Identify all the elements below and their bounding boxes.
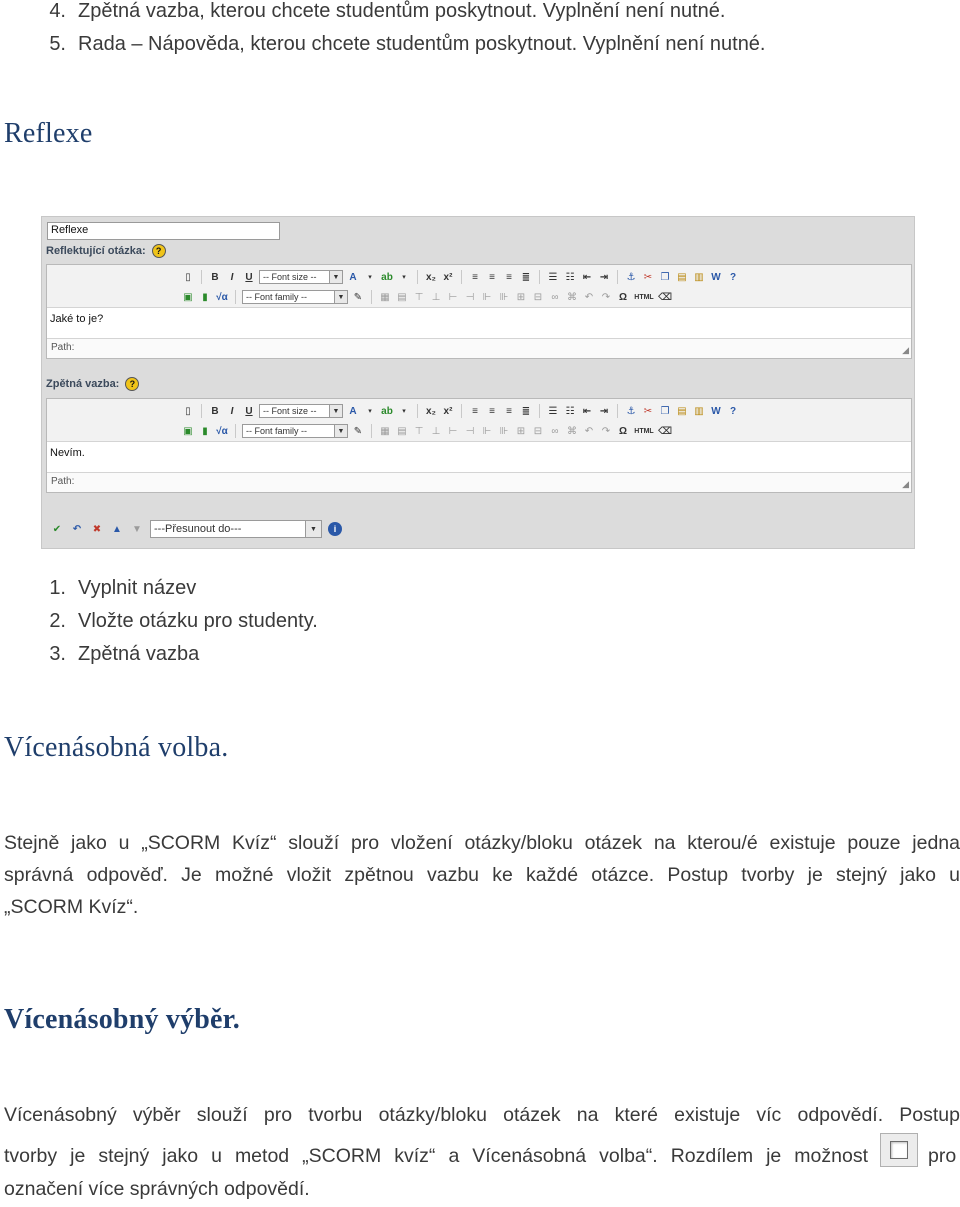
font-family-label: -- Font family --: [246, 292, 308, 302]
align-right-icon[interactable]: ≡: [506, 271, 512, 283]
list-item: [30, 577, 196, 600]
list-item: [30, 610, 318, 633]
font-family-select[interactable]: [242, 290, 348, 304]
toolbar-row-1: [181, 268, 740, 286]
edit-icon[interactable]: ✎: [353, 425, 363, 437]
toolbar-separator: [461, 270, 462, 284]
check-icon[interactable]: ✔: [52, 523, 62, 535]
action-row: [50, 520, 342, 538]
align-center-icon[interactable]: ≡: [489, 271, 495, 283]
numbered-list-icon[interactable]: ☷: [565, 405, 575, 417]
paste-word-icon[interactable]: W: [711, 271, 721, 283]
list-text: Vložte otázku pro studenty.: [78, 610, 318, 632]
anchor-icon[interactable]: ⚓: [626, 405, 636, 417]
list-number: 1.: [49, 577, 66, 599]
editor-toolbar: [47, 399, 911, 442]
paragraph-line: pro: [928, 1145, 957, 1167]
col-before-icon[interactable]: ⊣: [465, 291, 475, 303]
cut-icon[interactable]: ✂: [643, 271, 653, 283]
underline-icon[interactable]: U: [245, 405, 253, 417]
font-size-label: -- Font size --: [263, 406, 317, 416]
paragraph-line: označení více správných odpovědí.: [4, 1178, 310, 1200]
chevron-down-icon[interactable]: ▾: [402, 408, 406, 415]
edit-icon[interactable]: ✎: [353, 291, 363, 303]
anchor-icon[interactable]: ⚓: [626, 271, 636, 283]
special-char-icon[interactable]: Ω: [618, 291, 628, 303]
checkbox-square: [890, 1141, 908, 1159]
editor-path: [47, 472, 911, 492]
align-right-icon[interactable]: ≡: [506, 405, 512, 417]
html-icon[interactable]: HTML: [634, 293, 654, 301]
eraser-icon[interactable]: ⌫: [657, 291, 673, 303]
table-icon[interactable]: ▦: [380, 291, 390, 303]
row-before-icon[interactable]: ⊤: [414, 425, 424, 437]
paste-word-icon[interactable]: W: [711, 405, 721, 417]
media-icon[interactable]: ▮: [202, 291, 208, 303]
col-before-icon[interactable]: ⊣: [465, 425, 475, 437]
justify-icon[interactable]: ≣: [521, 405, 531, 417]
move-down-icon[interactable]: ▼: [132, 523, 142, 535]
field-label-text: Zpětná vazba:: [46, 377, 120, 390]
help-icon[interactable]: ?: [125, 377, 139, 391]
info-icon[interactable]: i: [328, 522, 342, 536]
merge-cells-icon[interactable]: ⊟: [533, 291, 543, 303]
delete-row-icon[interactable]: ⊢: [448, 425, 458, 437]
bullet-list-icon[interactable]: ☰: [548, 405, 558, 417]
list-item: [30, 33, 766, 56]
paragraph-line: „SCORM Kvíz“.: [4, 896, 139, 918]
help-icon[interactable]: ?: [729, 405, 737, 417]
chevron-down-icon: ▼: [334, 291, 347, 303]
delete-col-icon[interactable]: ⊪: [499, 425, 509, 437]
editor-path: [47, 338, 911, 358]
section-heading-reflexe: Reflexe: [4, 118, 93, 149]
title-input[interactable]: Reflexe: [47, 222, 280, 240]
help-icon[interactable]: ?: [729, 271, 737, 283]
list-item: [30, 643, 199, 666]
resize-grip-icon[interactable]: ◢: [902, 479, 909, 489]
split-cells-icon[interactable]: ⊞: [516, 291, 526, 303]
bold-icon[interactable]: B: [211, 271, 219, 283]
row-after-icon[interactable]: ⊥: [431, 425, 441, 437]
move-to-label: ---Přesunout do---: [154, 523, 242, 535]
toolbar-row-2: [181, 422, 672, 440]
list-number: 3.: [49, 643, 66, 665]
list-text: Zpětná vazba: [78, 643, 200, 665]
chevron-down-icon: ▼: [329, 271, 342, 283]
section-heading-volba: Vícenásobná volba.: [4, 732, 229, 763]
table-props-icon[interactable]: ▤: [397, 291, 407, 303]
toolbar-separator: [461, 404, 462, 418]
new-document-icon[interactable]: ▯: [185, 405, 191, 417]
unlink-icon[interactable]: ⌘: [567, 291, 577, 303]
list-number: 2.: [49, 610, 66, 632]
subscript-icon[interactable]: x₂: [425, 405, 436, 417]
paste-icon[interactable]: ▤: [677, 405, 687, 417]
special-char-icon[interactable]: Ω: [618, 425, 628, 437]
toolbar-separator: [417, 270, 418, 284]
unlink-icon[interactable]: ⌘: [567, 425, 577, 437]
row-before-icon[interactable]: ⊤: [414, 291, 424, 303]
toolbar-row-1: [181, 402, 740, 420]
bold-icon[interactable]: B: [211, 405, 219, 417]
undo-icon[interactable]: ↶: [584, 291, 594, 303]
justify-icon[interactable]: ≣: [521, 271, 531, 283]
list-item: [30, 0, 725, 23]
copy-icon[interactable]: ❐: [660, 271, 670, 283]
new-document-icon[interactable]: ▯: [185, 271, 191, 283]
eraser-icon[interactable]: ⌫: [657, 425, 673, 437]
toolbar-separator: [539, 270, 540, 284]
paste-icon[interactable]: ▤: [677, 271, 687, 283]
image-icon[interactable]: ▣: [183, 425, 193, 437]
editor-content[interactable]: Nevím.: [50, 447, 85, 459]
html-icon[interactable]: HTML: [634, 427, 654, 435]
chevron-down-icon[interactable]: ▾: [368, 274, 372, 281]
merge-cells-icon[interactable]: ⊟: [533, 425, 543, 437]
redo-icon[interactable]: ↷: [601, 425, 611, 437]
toolbar-separator: [371, 424, 372, 438]
font-family-label: -- Font family --: [246, 426, 308, 436]
field-label-feedback: [46, 377, 139, 391]
outdent-icon[interactable]: ⇤: [582, 405, 592, 417]
align-left-icon[interactable]: ≡: [472, 405, 478, 417]
rich-text-editor-feedback[interactable]: [46, 398, 912, 493]
move-up-icon[interactable]: ▲: [112, 523, 122, 535]
italic-icon[interactable]: I: [230, 271, 234, 283]
chevron-down-icon[interactable]: ▾: [368, 408, 372, 415]
cut-icon[interactable]: ✂: [643, 405, 653, 417]
highlight-icon[interactable]: ab: [381, 271, 393, 283]
font-color-icon[interactable]: A: [349, 271, 357, 283]
help-icon[interactable]: ?: [152, 244, 166, 258]
field-label-reflection: [46, 244, 166, 258]
split-cells-icon[interactable]: ⊞: [516, 425, 526, 437]
chevron-down-icon: ▼: [305, 521, 321, 537]
underline-icon[interactable]: U: [245, 271, 253, 283]
numbered-list-icon[interactable]: ☷: [565, 271, 575, 283]
align-center-icon[interactable]: ≡: [489, 405, 495, 417]
math-icon[interactable]: √α: [216, 291, 228, 303]
undo-icon[interactable]: ↶: [72, 523, 82, 535]
col-after-icon[interactable]: ⊩: [482, 291, 492, 303]
paste-text-icon[interactable]: ▥: [694, 405, 704, 417]
math-icon[interactable]: √α: [216, 425, 228, 437]
list-text: Rada – Nápověda, kterou chcete studentům poskytnout. Vyplnění není nutné.: [78, 33, 766, 55]
checkbox-icon: [880, 1133, 918, 1167]
image-icon[interactable]: ▣: [183, 291, 193, 303]
toolbar-separator: [539, 404, 540, 418]
table-props-icon[interactable]: ▤: [397, 425, 407, 437]
resize-grip-icon[interactable]: ◢: [902, 345, 909, 355]
path-label: Path:: [51, 476, 75, 487]
font-size-label: -- Font size --: [263, 272, 317, 282]
path-label: Path:: [51, 342, 75, 353]
paragraph-volba: [4, 827, 960, 923]
paragraph-vyber: [4, 1099, 960, 1131]
font-family-select[interactable]: [242, 424, 348, 438]
bullet-list-icon[interactable]: ☰: [548, 271, 558, 283]
toolbar-separator: [617, 270, 618, 284]
editor-screenshot: [41, 216, 915, 549]
chevron-down-icon[interactable]: ▾: [402, 274, 406, 281]
chevron-down-icon: ▼: [329, 405, 342, 417]
toolbar-separator: [201, 404, 202, 418]
copy-icon[interactable]: ❐: [660, 405, 670, 417]
list-text: Zpětná vazba, kterou chcete studentům poskytnout. Vyplnění není nutné.: [78, 0, 726, 22]
paste-text-icon[interactable]: ▥: [694, 271, 704, 283]
editor-toolbar: [47, 265, 911, 308]
media-icon[interactable]: ▮: [202, 425, 208, 437]
toolbar-separator: [371, 290, 372, 304]
superscript-icon[interactable]: x²: [443, 405, 453, 417]
align-left-icon[interactable]: ≡: [472, 271, 478, 283]
rich-text-editor-question[interactable]: [46, 264, 912, 359]
undo-icon[interactable]: ↶: [584, 425, 594, 437]
delete-row-icon[interactable]: ⊢: [448, 291, 458, 303]
font-color-icon[interactable]: A: [349, 405, 357, 417]
col-after-icon[interactable]: ⊩: [482, 425, 492, 437]
redo-icon[interactable]: ↷: [601, 291, 611, 303]
link-icon[interactable]: ∞: [551, 425, 559, 437]
italic-icon[interactable]: I: [230, 405, 234, 417]
list-number: 4.: [49, 0, 66, 22]
table-icon[interactable]: ▦: [380, 425, 390, 437]
toolbar-separator: [617, 404, 618, 418]
list-text: Vyplnit název: [78, 577, 197, 599]
font-size-select[interactable]: [259, 270, 343, 284]
list-number: 5.: [49, 33, 66, 55]
toolbar-row-2: [181, 288, 672, 306]
subscript-icon[interactable]: x₂: [425, 271, 436, 283]
paragraph-line: Vícenásobný výběr slouží pro tvorbu otázky/bloku otázek na které existuje víc odpovědí. Postup: [4, 1104, 960, 1126]
paragraph-line: Stejně jako u „SCORM Kvíz“ slouží pro vložení otázky/bloku otázek na kterou/é existuje pouze jedna: [4, 832, 960, 854]
chevron-down-icon: ▼: [334, 425, 347, 437]
indent-icon[interactable]: ⇥: [599, 405, 609, 417]
section-heading-vyber: Vícenásobný výběr.: [4, 1004, 240, 1035]
paragraph-line: tvorby je stejný jako u metod „SCORM kvíz“ a Vícenásobná volba“. Rozdílem je možnost: [4, 1145, 868, 1167]
toolbar-separator: [201, 270, 202, 284]
move-to-select[interactable]: [150, 520, 322, 538]
field-label-text: Reflektující otázka:: [46, 244, 146, 257]
indent-icon[interactable]: ⇥: [599, 271, 609, 283]
paragraph-line: správná odpověď. Je možné vložit zpětnou vazbu ke každé otázce. Postup tvorby je stejný jako u: [4, 864, 960, 886]
superscript-icon[interactable]: x²: [443, 271, 453, 283]
highlight-icon[interactable]: ab: [381, 405, 393, 417]
toolbar-separator: [235, 424, 236, 438]
editor-content[interactable]: Jaké to je?: [50, 313, 104, 325]
font-size-select[interactable]: [259, 404, 343, 418]
delete-col-icon[interactable]: ⊪: [499, 291, 509, 303]
toolbar-separator: [235, 290, 236, 304]
outdent-icon[interactable]: ⇤: [582, 271, 592, 283]
delete-icon[interactable]: ✖: [92, 523, 102, 535]
row-after-icon[interactable]: ⊥: [431, 291, 441, 303]
link-icon[interactable]: ∞: [551, 291, 559, 303]
toolbar-separator: [417, 404, 418, 418]
